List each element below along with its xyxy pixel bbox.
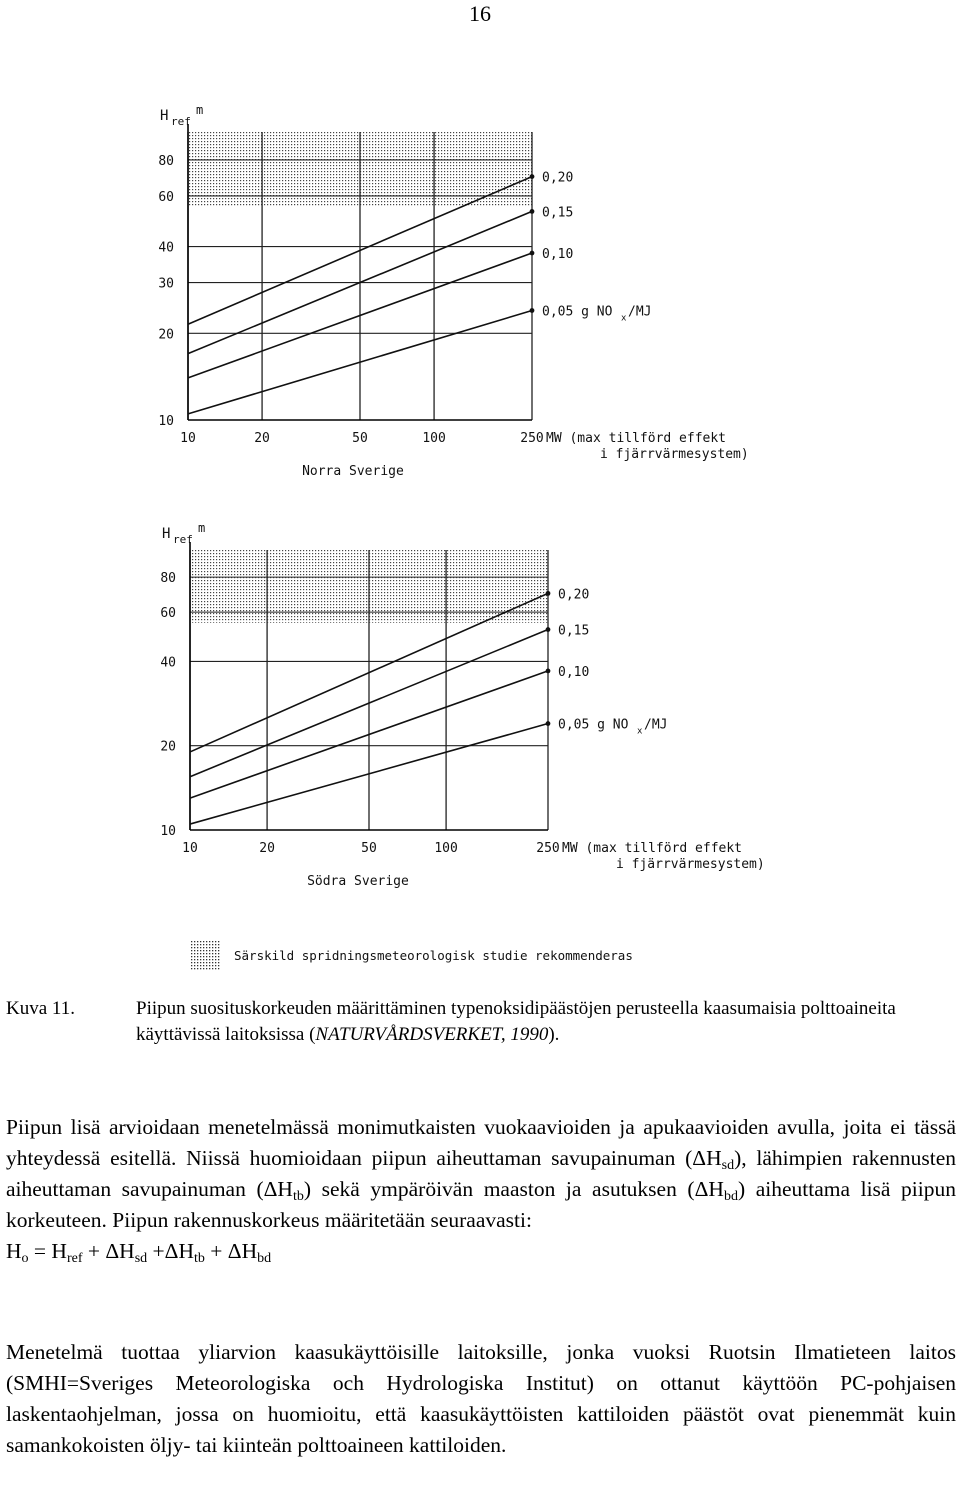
series-end-point (530, 308, 535, 313)
y-tick-label: 60 (160, 606, 176, 622)
x-tick-label: 10 (180, 431, 196, 446)
series-label-sub: x (621, 313, 627, 324)
y-axis-label: H (160, 108, 169, 124)
y-tick-label: 80 (160, 571, 176, 587)
x-unit-label: MW (max tillförd effekt (562, 841, 743, 856)
x-tick-label: 50 (361, 841, 377, 856)
series-label-unit: /MJ (644, 717, 668, 733)
x-tick-label: 100 (422, 431, 446, 446)
hatch-legend (188, 938, 708, 972)
y-tick-label: 40 (158, 240, 174, 256)
page-number: 16 (469, 1, 491, 26)
series-end-point (546, 591, 551, 596)
y-tick-label: 60 (158, 189, 174, 205)
series-end-point (530, 174, 535, 179)
y-tick-label: 40 (160, 655, 176, 671)
y-tick-label: 20 (158, 327, 174, 343)
y-tick-label: 80 (158, 153, 174, 169)
y-axis-label-sub: ref (171, 115, 191, 128)
series-label: 0,15 (558, 623, 590, 639)
y-tick-label: 10 (160, 824, 176, 839)
series-end-point (530, 209, 535, 214)
series-end-point (546, 721, 551, 726)
series-end-point (546, 669, 551, 674)
series-label: 0,20 (542, 170, 574, 186)
x-tick-label: 250 (536, 841, 560, 856)
x-tick-label: 50 (352, 431, 368, 446)
series-label: 0,05 g NO (558, 717, 629, 733)
caption-text: Piipun suosituskorkeuden määrittäminen typenoksidipäästöjen perusteella kaasumaisia polttoaineita käyttävissä laitoksissa (NATURVÅRDSVERKET, 1990). (136, 998, 896, 1045)
x-unit-label: MW (max tillförd effekt (546, 431, 727, 446)
series-label-unit: /MJ (628, 304, 652, 320)
series-end-point (546, 627, 551, 632)
x-tick-label: 100 (434, 841, 458, 856)
paragraph-1: Piipun lisä arvioidaan menetelmässä monimutkaisten vuokaavioiden ja apukaavioiden avulla, joita ei tässä yhteydessä esitellä. Niissä huomioidaan piipun aiheuttaman savupainuman $(\Delta H_{sd})$, lähimpien rakennusten aiheuttaman savupainuman $(\Delta H_{tb})$ sekä ympäröivän maaston ja asutuksen $(\Delta H_{bd})$ aiheuttama lisä piipun korkeuteen. Piipun rakennuskorkeus määritetään seuraavasti: $H_o = H_{ref} + \Delta H_{sd} +\Delta H_{tb} + \Delta H_{bd}$ (6, 1115, 956, 1266)
y-axis-label: H (162, 526, 171, 542)
y-tick-label: 30 (158, 276, 174, 292)
series-label: 0,10 (542, 247, 574, 263)
chart-title: Norra Sverige (302, 464, 404, 479)
caption-number: Kuva 11. (6, 998, 75, 1019)
series-label: 0,15 (542, 205, 574, 221)
series-label: 0,10 (558, 664, 590, 680)
series-label-sub: x (637, 726, 643, 737)
y-axis-unit: m (196, 103, 204, 117)
x-tick-label: 250 (520, 431, 544, 446)
formula: $H_o = H_{ref} + \Delta H_{sd} +\Delta H_{tb} + \Delta H_{bd}$ (6, 1239, 272, 1266)
chart-title: Södra Sverige (307, 874, 409, 889)
y-tick-label: 10 (158, 414, 174, 429)
series-label: 0,20 (558, 587, 590, 603)
x-tick-label: 20 (259, 841, 275, 856)
chart-sodra-sverige (0, 505, 960, 889)
x-unit-label-2: i fjärrvärmesystem) (616, 857, 765, 872)
hatch-swatch (190, 940, 220, 970)
legend-text: Särskild spridningsmeteorologisk studie rekommenderas (234, 948, 633, 963)
y-axis-label-sub: ref (173, 533, 193, 546)
y-axis-unit: m (198, 521, 206, 535)
x-tick-label: 20 (254, 431, 270, 446)
y-tick-label: 20 (160, 739, 176, 755)
series-end-point (530, 251, 535, 256)
x-tick-label: 10 (182, 841, 198, 856)
x-unit-label-2: i fjärrvärmesystem) (600, 447, 749, 462)
caption-source: NATURVÅRDSVERKET, 1990 (315, 1024, 549, 1045)
series-label: 0,05 g NO (542, 304, 613, 320)
chart-norra-sverige (0, 90, 960, 480)
paragraph-2: Menetelmä tuottaa yliarvion kaasukäyttöisille laitoksille, jonka vuoksi Ruotsin Ilmatieteen laitos (SMHI=Sveriges Meteorologiska och Hydrologiska Institut) on ottanut käyttöön PC-pohjaisen laskentaohjelman, jossa on huomioitu, että kaasukäyttöisten kattiloiden päästöt ovat pienemmät kuin samankokoisten öljy- tai kiinteän polttoaineen kattiloiden. (6, 1340, 956, 1457)
